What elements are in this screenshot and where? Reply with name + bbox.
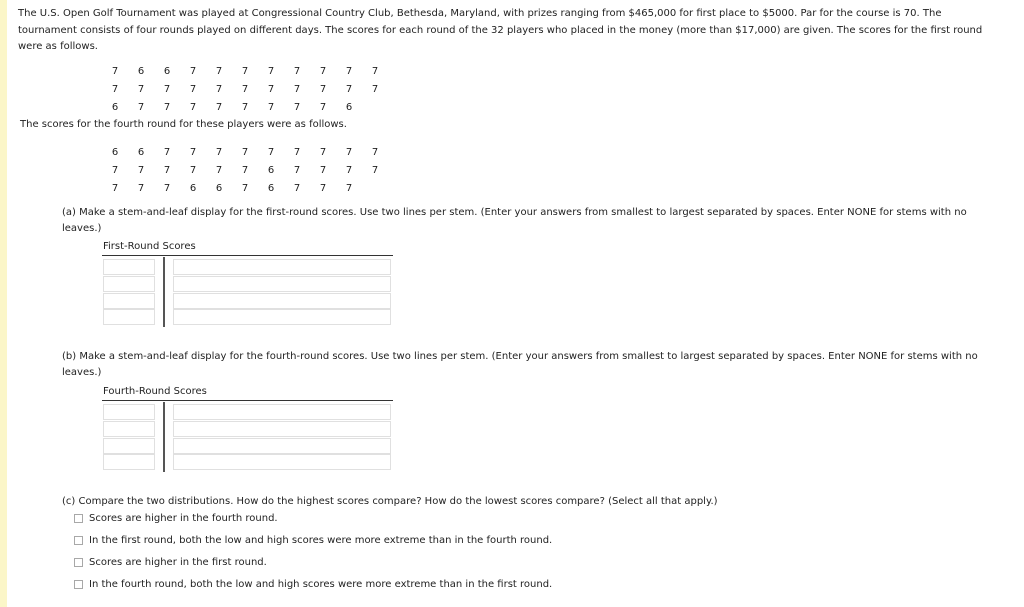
stem-input[interactable] bbox=[103, 421, 155, 437]
score-cell: 6 bbox=[267, 183, 275, 194]
score-cell: 7 bbox=[293, 84, 301, 95]
score-cell: 6 bbox=[137, 147, 145, 158]
checkbox[interactable] bbox=[74, 580, 83, 589]
score-cell: 7 bbox=[319, 147, 327, 158]
score-cell: 7 bbox=[371, 147, 379, 158]
checkbox[interactable] bbox=[74, 558, 83, 567]
part-c-question: (c) Compare the two distributions. How do the highest scores compare? How do the lowest scores compare? (Select all that apply.) bbox=[62, 496, 718, 507]
stem-leaf-divider bbox=[163, 402, 165, 472]
checkbox[interactable] bbox=[74, 536, 83, 545]
score-cell: 7 bbox=[111, 165, 119, 176]
stem-input[interactable] bbox=[103, 438, 155, 454]
part-b-line: leaves.) bbox=[62, 367, 102, 378]
option-label: Scores are higher in the first round. bbox=[89, 556, 267, 568]
intro-line: tournament consists of four rounds played on different days. The scores for each round of the 32 players who placed in the money (more than $17,000) are given. The scores for the first round bbox=[18, 24, 983, 36]
leaf-input[interactable] bbox=[173, 454, 391, 470]
score-cell: 7 bbox=[215, 102, 223, 113]
table-header-rule bbox=[102, 255, 393, 256]
score-cell: 7 bbox=[163, 147, 171, 158]
score-cell: 7 bbox=[241, 165, 249, 176]
score-cell: 7 bbox=[319, 102, 327, 113]
stem-input[interactable] bbox=[103, 293, 155, 309]
score-cell: 7 bbox=[189, 165, 197, 176]
score-cell: 7 bbox=[293, 66, 301, 77]
score-cell: 7 bbox=[215, 147, 223, 158]
option-label: In the first round, both the low and high scores were more extreme than in the fourth round. bbox=[89, 534, 553, 546]
score-cell: 7 bbox=[293, 147, 301, 158]
part-a-instructions bbox=[62, 205, 1022, 237]
score-cell: 7 bbox=[241, 66, 249, 77]
score-cell: 6 bbox=[111, 102, 119, 113]
leaf-input[interactable] bbox=[173, 421, 391, 437]
checkbox[interactable] bbox=[74, 514, 83, 523]
stem-leaf-divider bbox=[163, 257, 165, 327]
score-cell: 7 bbox=[267, 102, 275, 113]
score-cell: 7 bbox=[293, 102, 301, 113]
option-fourth-round-more-extreme[interactable] bbox=[74, 577, 552, 591]
first-round-stem-leaf-table bbox=[102, 241, 393, 327]
score-cell: 6 bbox=[163, 66, 171, 77]
leaf-input[interactable] bbox=[173, 293, 391, 309]
score-cell: 7 bbox=[189, 84, 197, 95]
score-cell: 7 bbox=[215, 66, 223, 77]
score-cell: 7 bbox=[137, 84, 145, 95]
score-cell: 7 bbox=[319, 66, 327, 77]
score-cell: 6 bbox=[345, 102, 353, 113]
score-cell: 7 bbox=[345, 84, 353, 95]
score-cell: 7 bbox=[241, 183, 249, 194]
score-cell: 7 bbox=[267, 147, 275, 158]
part-b-instructions bbox=[62, 349, 1022, 381]
score-cell: 7 bbox=[163, 165, 171, 176]
score-cell: 7 bbox=[137, 102, 145, 113]
score-cell: 7 bbox=[293, 183, 301, 194]
option-label: In the fourth round, both the low and high scores were more extreme than in the first round. bbox=[89, 578, 553, 590]
score-cell: 7 bbox=[241, 84, 249, 95]
part-a-line: leaves.) bbox=[62, 223, 102, 234]
part-a-line: (a) Make a stem-and-leaf display for the first-round scores. Use two lines per stem. (Enter your answers from smallest to largest separated by spaces. Enter NONE for stems with no bbox=[62, 207, 967, 218]
score-cell: 6 bbox=[111, 147, 119, 158]
table-header-rule bbox=[102, 400, 393, 401]
score-cell: 7 bbox=[371, 84, 379, 95]
score-cell: 7 bbox=[163, 102, 171, 113]
score-cell: 7 bbox=[293, 165, 301, 176]
score-cell: 7 bbox=[189, 66, 197, 77]
score-cell: 7 bbox=[345, 165, 353, 176]
score-cell: 7 bbox=[319, 183, 327, 194]
option-scores-higher-fourth[interactable] bbox=[74, 511, 278, 525]
left-margin-bar bbox=[0, 0, 7, 607]
score-cell: 7 bbox=[345, 183, 353, 194]
score-cell: 7 bbox=[215, 165, 223, 176]
stem-input[interactable] bbox=[103, 309, 155, 325]
score-cell: 7 bbox=[111, 66, 119, 77]
option-scores-higher-first[interactable] bbox=[74, 555, 267, 569]
score-cell: 7 bbox=[319, 165, 327, 176]
score-cell: 7 bbox=[371, 165, 379, 176]
score-cell: 7 bbox=[345, 147, 353, 158]
score-cell: 7 bbox=[163, 183, 171, 194]
score-cell: 7 bbox=[163, 84, 171, 95]
score-cell: 7 bbox=[215, 84, 223, 95]
problem-intro bbox=[18, 6, 1024, 56]
stem-input[interactable] bbox=[103, 454, 155, 470]
score-cell: 7 bbox=[189, 147, 197, 158]
score-cell: 7 bbox=[319, 84, 327, 95]
score-cell: 6 bbox=[215, 183, 223, 194]
first-round-table-title: First-Round Scores bbox=[103, 241, 196, 252]
leaf-input[interactable] bbox=[173, 309, 391, 325]
score-cell: 7 bbox=[111, 183, 119, 194]
score-cell: 7 bbox=[241, 147, 249, 158]
intro-line: were as follows. bbox=[18, 41, 98, 52]
score-cell: 6 bbox=[137, 66, 145, 77]
leaf-input[interactable] bbox=[173, 276, 391, 292]
score-cell: 7 bbox=[371, 66, 379, 77]
score-cell: 7 bbox=[345, 66, 353, 77]
option-first-round-more-extreme[interactable] bbox=[74, 533, 552, 547]
score-cell: 7 bbox=[241, 102, 249, 113]
score-cell: 7 bbox=[137, 183, 145, 194]
score-cell: 7 bbox=[189, 102, 197, 113]
leaf-input[interactable] bbox=[173, 438, 391, 454]
stem-input[interactable] bbox=[103, 259, 155, 275]
score-cell: 6 bbox=[189, 183, 197, 194]
option-label: Scores are higher in the fourth round. bbox=[89, 512, 278, 524]
score-cell: 7 bbox=[267, 66, 275, 77]
intro-line: The U.S. Open Golf Tournament was played at Congressional Country Club, Bethesda, Maryland, with prizes ranging from $465,000 for first place to $5000. Par for the course is 70. The bbox=[18, 8, 942, 19]
score-cell: 7 bbox=[111, 84, 119, 95]
leaf-input[interactable] bbox=[173, 259, 391, 275]
stem-input[interactable] bbox=[103, 276, 155, 292]
leaf-input[interactable] bbox=[173, 404, 391, 420]
score-cell: 6 bbox=[267, 165, 275, 176]
fourth-round-table-title: Fourth-Round Scores bbox=[103, 386, 207, 397]
fourth-round-stem-leaf-table bbox=[102, 386, 393, 472]
stem-input[interactable] bbox=[103, 404, 155, 420]
score-cell: 7 bbox=[137, 165, 145, 176]
score-cell: 7 bbox=[267, 84, 275, 95]
fourth-round-label: The scores for the fourth round for these players were as follows. bbox=[20, 119, 347, 130]
part-b-line: (b) Make a stem-and-leaf display for the fourth-round scores. Use two lines per stem. (Enter your answers from smallest to largest separated by spaces. Enter NONE for stems with no bbox=[62, 351, 978, 362]
